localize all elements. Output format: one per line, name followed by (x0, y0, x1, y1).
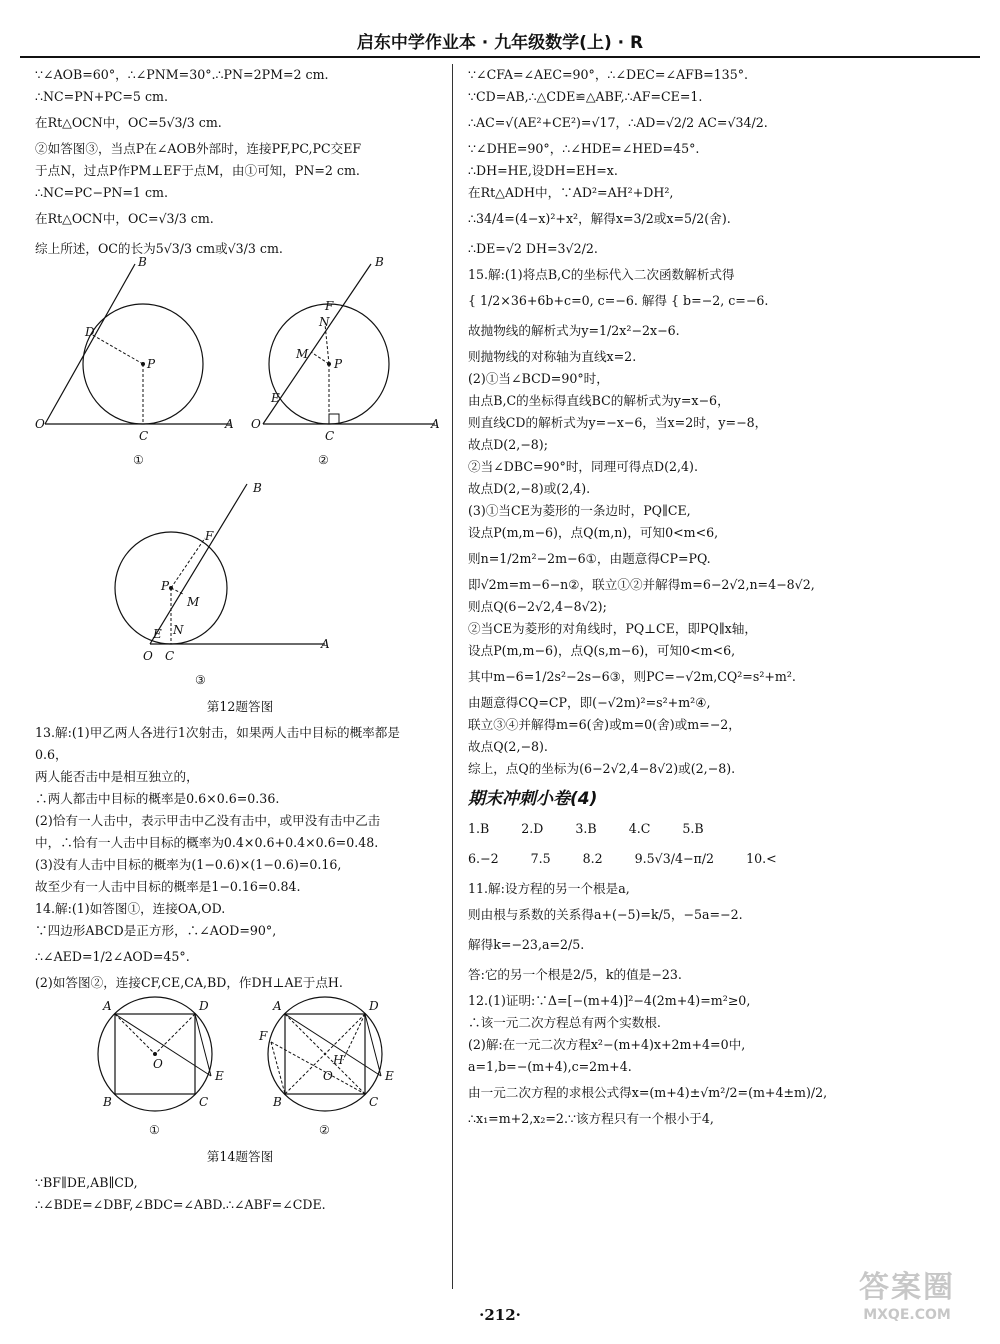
svg-text:A: A (431, 417, 440, 431)
right-column (468, 64, 868, 1130)
figure-12-panel-1 (35, 255, 234, 443)
figure-12-caption: 第12题答图 (206, 699, 274, 714)
svg-text:O: O (35, 417, 45, 431)
figure-14-label-2: ② (319, 1123, 330, 1137)
svg-text:H: H (333, 1053, 344, 1067)
text-line: 在Rt△OCN中，OC=5√3/3 cm. (35, 115, 222, 130)
text-line: 联立③④并解得m=6(舍)或m=0(舍)或m=−2， (468, 717, 741, 732)
text-line: 则n=1/2m²−2m−6①，由题意得CP=PQ. (468, 551, 711, 566)
svg-text:A: A (103, 999, 112, 1013)
text-line: 故点D(2,−8); (468, 437, 548, 452)
svg-text:C: C (165, 649, 175, 663)
svg-text:C: C (199, 1095, 209, 1109)
figure-14-label-1: ① (149, 1123, 160, 1137)
text-line: 故点Q(2,−8). (468, 739, 548, 754)
figure-12 (35, 255, 445, 694)
text-line: ∴DE=√2 DH=3√2/2. (468, 241, 598, 256)
solution-13-14 (35, 722, 445, 994)
text-line: 则抛物线的对称轴为直线x=2. (468, 349, 637, 364)
answer-item: 1.B (468, 821, 490, 836)
svg-text:B: B (253, 481, 262, 495)
text-line: a=1,b=−(m+4),c=2m+4. (468, 1059, 632, 1074)
text-line: ∴AC=√(AE²+CE²)=√17，∴AD=√2/2 AC=√34/2. (468, 115, 768, 130)
figure-14-caption: 第14题答图 (206, 1149, 274, 1164)
text-line: 则直线CD的解析式为y=−x−6，当x=2时，y=−8， (468, 415, 768, 430)
answer-item: 4.C (628, 821, 651, 836)
running-header (20, 30, 980, 58)
svg-text:F: F (259, 1029, 268, 1043)
answer-item: 7.5 (530, 851, 551, 866)
text-line: 故抛物线的解析式为y=1/2x²−2x−6. (468, 323, 680, 338)
text-line: 则由根与系数的关系得a+(−5)=k/5，−5a=−2. (468, 907, 743, 922)
svg-text:A: A (321, 637, 330, 651)
answer-item: 2.D (521, 821, 544, 836)
text-line: { 1/2×36+6b+c=0, c=−6. 解得 { b=−2, c=−6. (468, 293, 769, 308)
answer-row-1 (468, 818, 868, 840)
text-line: ∵BF∥DE,AB∥CD, (35, 1175, 138, 1190)
text-line: 于点N，过点P作PM⊥EF于点M，由①可知，PN=2 cm. (35, 163, 360, 178)
watermark-url: MXQE.COM (863, 1307, 951, 1323)
svg-text:B: B (375, 255, 384, 269)
left-column (35, 64, 445, 1216)
text-line: 在Rt△ADH中，∵AD²=AH²+DH², (468, 185, 674, 200)
text-line: ∴DH=HE,设DH=EH=x. (468, 163, 618, 178)
column-divider (452, 64, 453, 1289)
text-line: ∴∠AED=1/2∠AOD=45°. (35, 949, 190, 964)
answer-item: 3.B (575, 821, 597, 836)
text-line: ②当∠DBC=90°时，同理可得点D(2,4). (468, 459, 698, 474)
figure-12-panel-3 (115, 481, 330, 663)
answer-item: 5.B (682, 821, 704, 836)
page-number: ·212· (479, 1306, 521, 1324)
text-line: (2)①当∠BCD=90°时， (468, 371, 609, 386)
text-line: 答:它的另一个根是2/5，k的值是−23. (468, 967, 682, 982)
text-line: 14.解:(1)如答图①，连接OA,OD. (35, 901, 226, 916)
answer-item: 10.< (746, 851, 777, 866)
svg-text:N: N (173, 623, 184, 637)
svg-text:E: E (385, 1069, 394, 1083)
svg-text:C: C (139, 429, 149, 443)
svg-text:P: P (161, 579, 170, 593)
text-line: 综上，点Q的坐标为(6−2√2,4−8√2)或(2,−8). (468, 761, 736, 776)
answer-row-2 (468, 848, 868, 870)
text-line: ∵四边形ABCD是正方形，∴∠AOD=90°, (35, 923, 277, 938)
figure-12-label-2: ② (318, 453, 329, 467)
svg-text:P: P (334, 357, 343, 371)
svg-text:A: A (273, 999, 282, 1013)
figure-14-panel-2 (258, 997, 394, 1111)
svg-text:B: B (273, 1095, 282, 1109)
watermark-logo (832, 1270, 982, 1330)
section-heading: 期末冲刺小卷(4) (468, 789, 598, 809)
text-line: (3)没有人击中目标的概率为(1−0.6)×(1−0.6)=0.16, (35, 857, 342, 872)
text-line: 由题意得CQ=CP，即(−√2m)²=s²+m²④, (468, 695, 711, 710)
svg-text:C: C (369, 1095, 379, 1109)
figure-14-panel-1 (98, 997, 224, 1111)
text-line: ∴NC=PN+PC=5 cm. (35, 89, 168, 104)
svg-text:O: O (251, 417, 261, 431)
solution-12-end (35, 64, 445, 264)
text-line: ∴x₁=m+2,x₂=2.∵该方程只有一个根小于4, (468, 1111, 714, 1126)
solution-14-end (468, 64, 868, 264)
text-line: (2)如答图②，连接CF,CE,CA,BD，作DH⊥AE于点H. (35, 975, 343, 990)
svg-text:B: B (138, 255, 147, 269)
svg-text:E: E (153, 627, 162, 641)
text-line: (2)解:在一元二次方程x²−(m+4)x+2m+4=0中, (468, 1037, 746, 1052)
text-line: 15.解:(1)将点B,C的坐标代入二次函数解析式得 (468, 267, 735, 282)
text-line: 即√2m=m−6−n②，联立①②并解得m=6−2√2,n=4−8√2, (468, 577, 815, 592)
solution-14-continued (35, 1172, 445, 1216)
text-line: (3)①当CE为菱形的一条边时，PQ∥CE, (468, 503, 691, 518)
text-line: 中，∴恰有一人击中目标的概率为0.4×0.6+0.4×0.6=0.48. (35, 835, 379, 850)
text-line: 则点Q(6−2√2,4−8√2); (468, 599, 607, 614)
text-line: 故至少有一人击中目标的概率是1−0.16=0.84. (35, 879, 301, 894)
text-line: 其中m−6=1/2s²−2s−6③，则PC=−√2m,CQ²=s²+m². (468, 669, 796, 684)
figure-12-label-1: ① (133, 453, 144, 467)
svg-text:M: M (187, 595, 200, 609)
text-line: 在Rt△OCN中，OC=√3/3 cm. (35, 211, 214, 226)
text-line: 12.(1)证明:∵Δ=[−(m+4)]²−4(2m+4)=m²≥0, (468, 993, 751, 1008)
svg-text:F: F (325, 299, 334, 313)
svg-text:D: D (199, 999, 209, 1013)
figure-12-label-3: ③ (195, 673, 206, 687)
solution-15 (468, 264, 868, 780)
figure-14 (35, 994, 445, 1144)
text-line: 故点D(2,−8)或(2,4). (468, 481, 591, 496)
svg-text:E: E (215, 1069, 224, 1083)
text-line: ②如答图③，当点P在∠AOB外部时，连接PF,PC,PC交EF (35, 141, 362, 156)
svg-text:B: B (103, 1095, 112, 1109)
watermark-text: 答案圈 (859, 1270, 955, 1305)
text-line: ∵∠DHE=90°，∴∠HDE=∠HED=45°. (468, 141, 700, 156)
text-line: 0.6， (35, 747, 68, 762)
text-line: ∴两人都击中目标的概率是0.6×0.6=0.36. (35, 791, 280, 806)
text-line: 由一元二次方程的求根公式得x=(m+4)±√m²/2=(m+4±m)/2, (468, 1085, 828, 1100)
text-line: ∵CD=AB,∴△CDE≌△ABF,∴AF=CE=1. (468, 89, 703, 104)
svg-text:A: A (225, 417, 234, 431)
text-line: 设点P(m,m−6)，点Q(s,m−6)，可知0<m<6, (468, 643, 736, 658)
svg-text:M: M (296, 347, 309, 361)
svg-text:D: D (85, 325, 95, 339)
text-line: 11.解:设方程的另一个根是a, (468, 881, 630, 896)
text-line: 由点B,C的坐标得直线BC的解析式为y=x−6， (468, 393, 730, 408)
solution-11-12 (468, 878, 868, 1130)
text-line: ∴34/4=(4−x)²+x²，解得x=3/2或x=5/2(舍). (468, 211, 731, 226)
svg-text:D: D (369, 999, 379, 1013)
svg-text:O: O (323, 1069, 333, 1083)
svg-text:F: F (205, 529, 214, 543)
text-line: (2)恰有一人击中，表示甲击中乙没有击中，或甲没有击中乙击 (35, 813, 381, 828)
text-line: 两人能否击中是相互独立的， (35, 769, 199, 784)
text-line: ∴NC=PC−PN=1 cm. (35, 185, 168, 200)
text-line: 13.解:(1)甲乙两人各进行1次射击，如果两人击中目标的概率都是 (35, 725, 400, 740)
answer-item: 9.5√3/4−π/2 (634, 851, 715, 866)
text-line: ∴该一元二次方程总有两个实数根. (468, 1015, 661, 1030)
text-line: ∵∠CFA=∠AEC=90°，∴∠DEC=∠AFB=135°. (468, 67, 749, 82)
svg-text:N: N (319, 315, 330, 329)
svg-text:O: O (153, 1057, 163, 1071)
text-line: ∴∠BDE=∠DBF,∠BDC=∠ABD.∴∠ABF=∠CDE. (35, 1197, 326, 1212)
answer-item: 8.2 (582, 851, 603, 866)
text-line: 设点P(m,m−6)，点Q(m,n)，可知0<m<6, (468, 525, 719, 540)
text-line: 解得k=−23,a=2/5. (468, 937, 585, 952)
svg-text:P: P (147, 357, 156, 371)
text-line: ∵∠AOB=60°，∴∠PNM=30°.∴PN=2PM=2 cm. (35, 67, 329, 82)
svg-text:C: C (325, 429, 335, 443)
text-line: 综上所述，OC的长为5√3/3 cm或√3/3 cm. (35, 241, 283, 256)
header-title: 启东中学作业本 · 九年级数学(上) · R (356, 33, 644, 53)
svg-text:E: E (271, 391, 280, 405)
text-line: ②当CE为菱形的对角线时，PQ⊥CE，即PQ∥x轴， (468, 621, 757, 636)
svg-text:O: O (143, 649, 153, 663)
figure-12-panel-2 (251, 255, 440, 443)
answer-item: 6.−2 (468, 851, 499, 866)
